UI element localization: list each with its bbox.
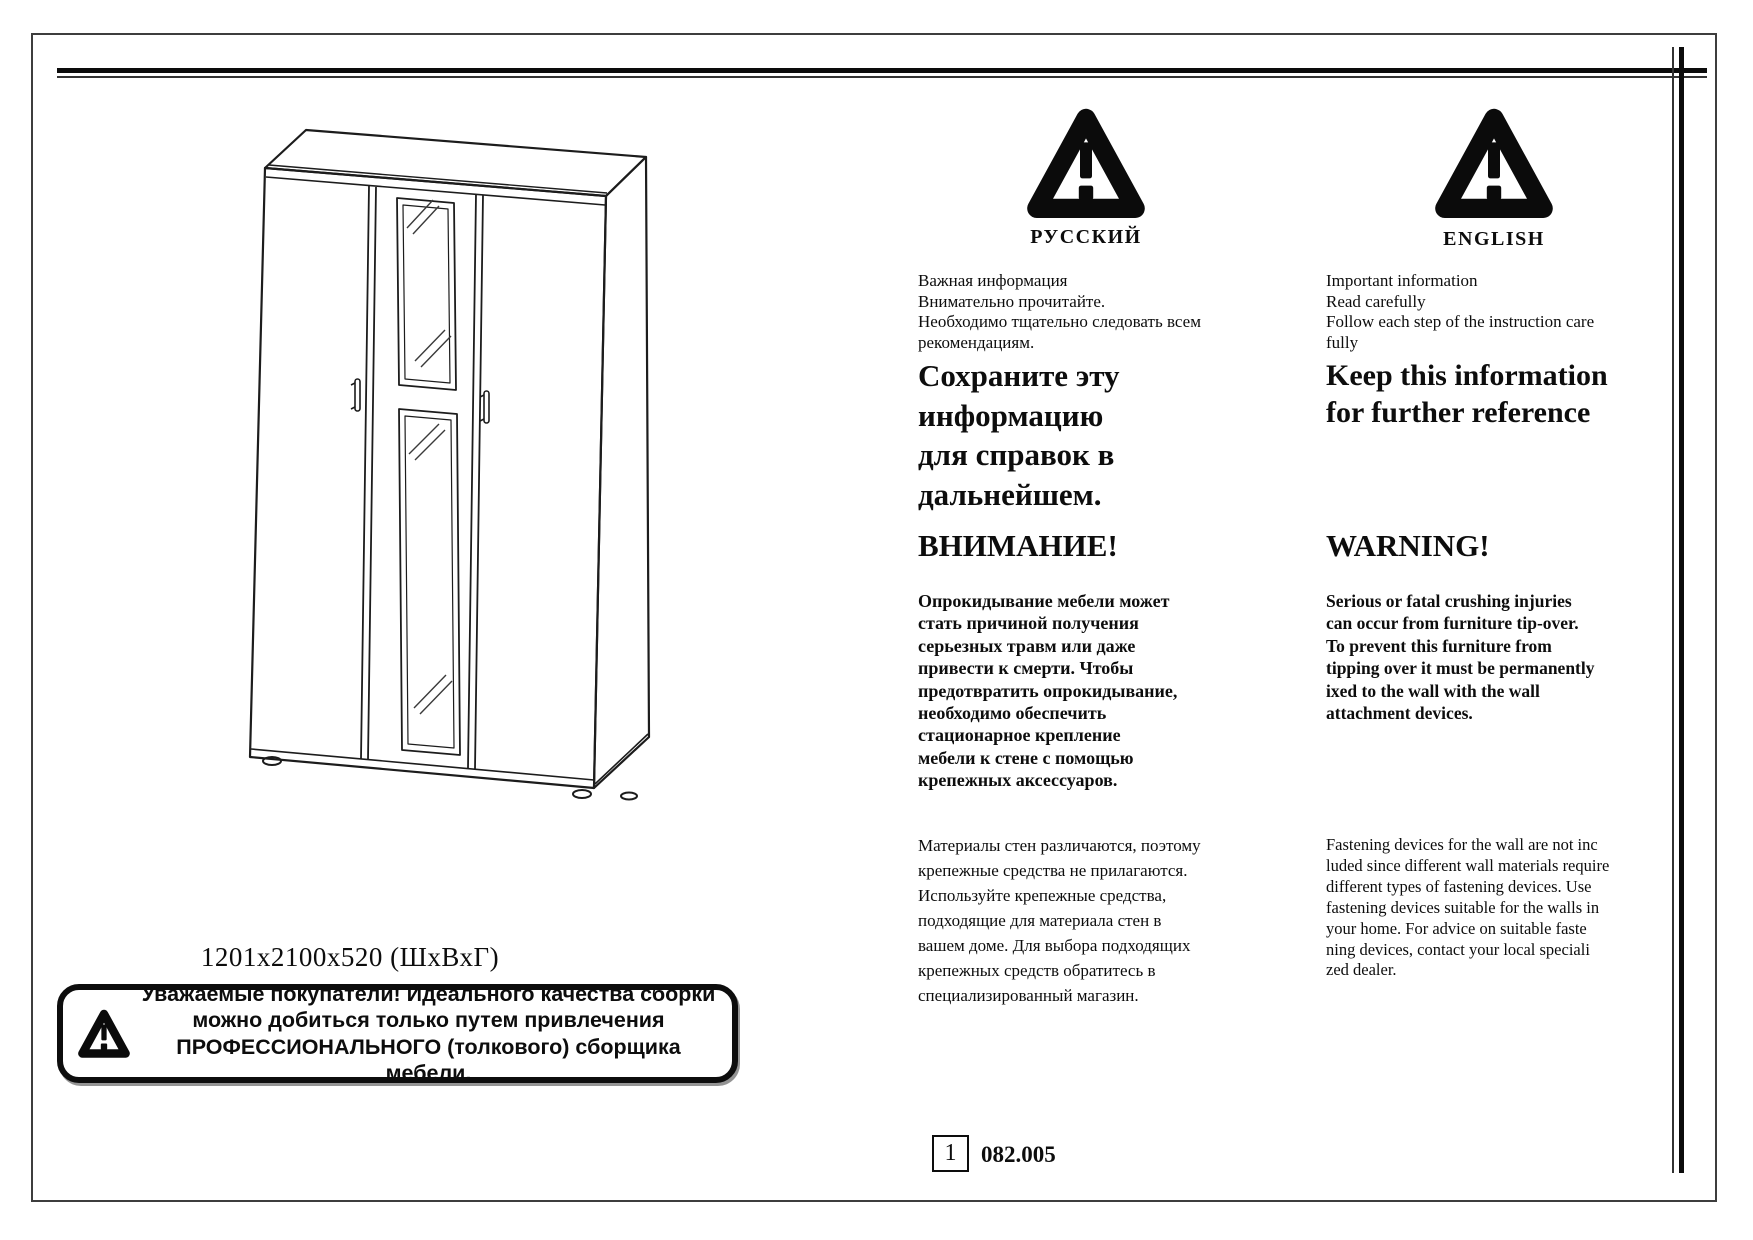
english-intro-text: Important information Read carefully Follow each step of the instruction care fully (1326, 271, 1595, 352)
warning-triangle-icon (1428, 103, 1560, 225)
russian-keep-heading: Сохраните эту информацию для справок в дальнейшем. (918, 358, 1120, 512)
right-rule-thin (1672, 47, 1674, 1173)
warning-triangle-icon (1020, 103, 1152, 225)
door-gap-left (361, 186, 376, 760)
english-language-label: ENGLISH (1443, 228, 1545, 250)
page-number: 1 (944, 1140, 957, 1166)
right-rule-thick (1679, 47, 1684, 1173)
mirror-glare-hatches (407, 200, 452, 714)
russian-language-label: РУССКИЙ (1030, 226, 1142, 248)
wardrobe-drawing (228, 118, 653, 813)
top-rule-thick (57, 68, 1707, 73)
wardrobe-front (250, 168, 606, 788)
russian-warning-text: Опрокидывание мебели может стать причиной получения серьезных травм или даже привести к смерти. Чтобы предотвратить опрокидывание, необходимо обеспечить стационарное крепление мебели к стене с помощью крепежных аксессуаров. (918, 591, 1178, 791)
wardrobe-side-panel (594, 157, 649, 788)
door-gap-right (468, 194, 483, 769)
page-number-box (932, 1135, 969, 1172)
russian-intro-text: Важная информация Внимательно прочитайте. Необходимо тщательно следовать всем рекомендациям. (918, 271, 1201, 352)
assembly-note-box (57, 981, 738, 1085)
wardrobe-top-panel (265, 130, 646, 196)
top-rule-thin (57, 76, 1707, 78)
russian-fastening-text: Материалы стен различаются, поэтому крепежные средства не прилагаются. Используйте крепежные средства, подходящие для материала стен в вашем доме. Для выбора подходящих крепежных средств обратитесь в специализированный магазин. (918, 836, 1201, 1005)
english-warning-heading: WARNING! (1326, 528, 1490, 563)
assembly-note-line: ПРОФЕССИОНАЛЬНОГО (толкового) сборщика мебели. (176, 1034, 681, 1085)
english-warning-text: Serious or fatal crushing injuries can occur from furniture tip-over. To prevent this furniture from tipping over it must be permanently ixed to the wall with the wall attachment devices. (1326, 591, 1595, 724)
document-code: 082.005 (981, 1142, 1056, 1167)
assembly-note-text (133, 981, 732, 1087)
assembly-note-line: можно добиться только путем привлечения (192, 1008, 665, 1032)
english-fastening-text: Fastening devices for the wall are not inc luded since different wall materials require different types of fastening devices. Use fastening devices suitable for the walls in your home. For advice on suitable faste ning devices, contact your local speciali zed dealer. (1326, 835, 1610, 980)
russian-warning-heading: ВНИМАНИЕ! (918, 528, 1118, 563)
assembly-note-line: Уважаемые покупатели! Идеального качества сборки (141, 981, 716, 1006)
dimensions-label: 1201x2100x520 (ШхВхГ) (200, 942, 500, 972)
warning-triangle-icon (75, 1007, 133, 1061)
english-keep-heading: Keep this information for further reference (1326, 359, 1608, 429)
door-handles (351, 379, 489, 423)
